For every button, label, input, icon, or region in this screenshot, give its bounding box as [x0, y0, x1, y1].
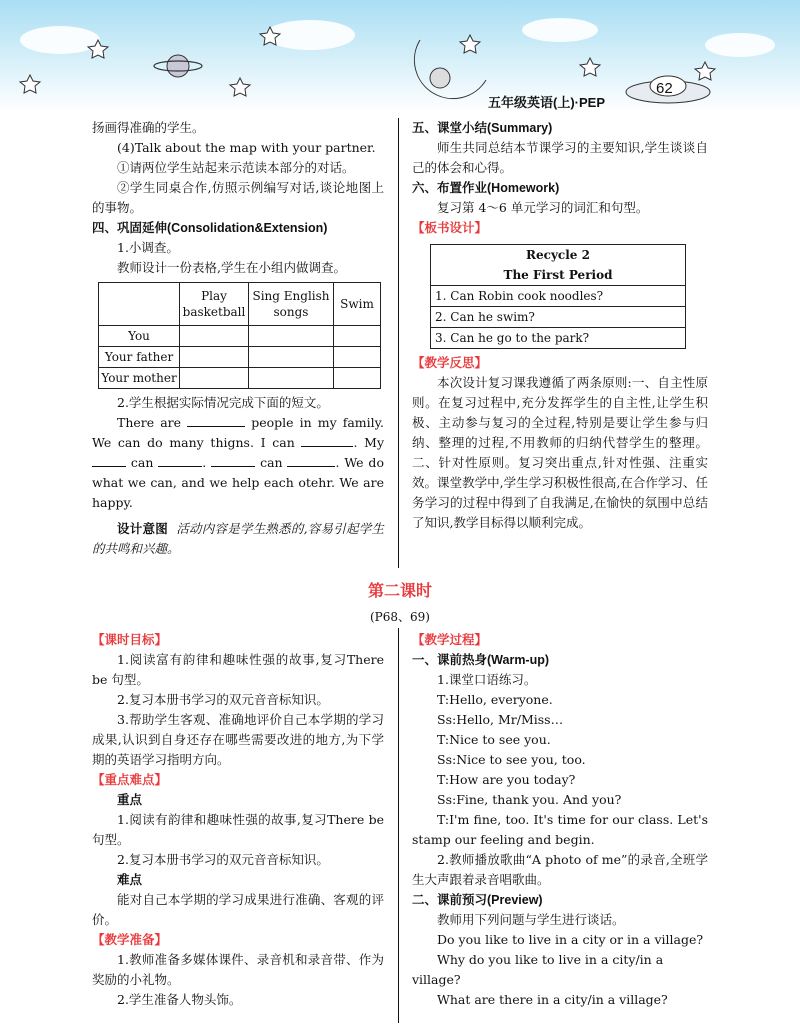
page-header [0, 0, 800, 112]
dialogue-line: Ss:Fine, thank you. And you? [437, 792, 622, 807]
paragraph: 2.教师播放歌曲“A photo of me”的录音,全班学生大声跟着录音唱歌曲。 [412, 852, 708, 887]
question-line: What are there in a city/in a village? [437, 992, 668, 1007]
table-header-row [99, 283, 381, 326]
lesson-title: 第二课时 [367, 583, 432, 600]
key-points-tag: 【重点难点】 [92, 773, 168, 787]
question-line: Do you like to live in a city or in a village? [437, 932, 704, 947]
board-line: 2. Can he swim? [431, 306, 685, 327]
left-column-bottom [92, 630, 384, 1010]
survey-table [98, 282, 381, 389]
paragraph: (4)Talk about the map with your partner. [117, 140, 376, 155]
table-header-cell: Play basketball [180, 283, 249, 326]
section-heading: 四、巩固延伸(Consolidation&Extension) [92, 221, 328, 235]
paragraph: 2.复习本册书学习的双元音音标知识。 [117, 692, 329, 707]
text-run: people in my family. We can do many thigns. I can [92, 415, 384, 450]
board-design-tag: 【板书设计】 [412, 221, 488, 235]
text-run: . My [353, 435, 385, 450]
column-divider [398, 628, 399, 1023]
paragraph: 2.学生准备人物头饰。 [117, 992, 242, 1007]
blank-line [92, 453, 126, 467]
blank-line [301, 433, 353, 447]
table-row-label: You [99, 326, 180, 347]
key-label: 重点 [117, 793, 143, 807]
board-line: 1. Can Robin cook noodles? [431, 285, 685, 306]
paragraph: 能对自己本学期的学习成果进行准确、客观的评价。 [92, 892, 384, 927]
paragraph: 3.帮助学生客观、准确地评价自己本学期的学习成果,认识到自身还存在哪些需要改进的地方,为下学期的英语学习指明方向。 [92, 712, 384, 767]
paragraph: 2.学生根据实际情况完成下面的短文。 [117, 395, 329, 410]
paragraph: ②学生同桌合作,仿照示例编写对话,谈论地图上的事物。 [92, 180, 384, 215]
paragraph: 1.小调查。 [117, 240, 179, 255]
board-title: Recycle 2 [526, 248, 590, 262]
section-heading: 六、布置作业(Homework) [412, 181, 560, 195]
preparation-tag: 【教学准备】 [92, 933, 168, 947]
paragraph: ①请两位学生站起来示范读本部分的对话。 [117, 160, 355, 175]
dialogue-line: T:I'm fine, too. It's time for our class. Let's stamp our feeling and begin. [412, 812, 708, 847]
difficulty-label: 难点 [117, 873, 143, 887]
section-heading: 二、课前预习(Preview) [412, 893, 543, 907]
table-row-label: Your mother [99, 368, 180, 389]
dialogue-line: Ss:Hello, Mr/Miss… [437, 712, 564, 727]
paragraph: 1.教师准备多媒体课件、录音机和录音带、作为奖励的小礼物。 [92, 952, 384, 987]
paragraph: 2.复习本册书学习的双元音音标知识。 [117, 852, 329, 867]
board-subtitle: The First Period [503, 268, 613, 282]
blank-line [158, 453, 202, 467]
reflection-text: 本次设计复习课我遵循了两条原则:一、自主性原则。在复习过程中,充分发挥学生的自主性,让学生积极、主动参与复习的全过程,特别是要让学生参与归纳、整理的过程,不用教师的归纳代替学生的整理。二、针对性原则。复习突出重点,针对性强、注重实效。课堂教学中,学生学习积极性很高,在合作学习、任务学习的过程中得到了自我满足,在愉快的氛围中总结了知识,教学目标得以顺利完成。 [412, 375, 708, 530]
table-header-cell: Swim [334, 283, 381, 326]
table-row-label: Your father [99, 347, 180, 368]
table-row [99, 347, 381, 368]
paragraph: 复习第 4～6 单元学习的词汇和句型。 [437, 200, 649, 215]
dialogue-line: T:Hello, everyone. [437, 692, 553, 707]
design-intent-label: 设计意图 [117, 522, 168, 536]
reflection-tag: 【教学反思】 [412, 356, 488, 370]
left-column-top [92, 118, 384, 559]
design-intent [92, 519, 384, 559]
table-row [99, 368, 381, 389]
fill-in-paragraph [92, 413, 384, 513]
column-divider [398, 118, 399, 568]
board-line: 3. Can he go to the park? [431, 327, 685, 348]
paragraph: 教师设计一份表格,学生在小组内做调查。 [117, 260, 346, 275]
section-heading: 一、课前热身(Warm-up) [412, 653, 550, 667]
section-heading: 五、课堂小结(Summary) [412, 121, 553, 135]
table-header-cell [99, 283, 180, 326]
header-illustration [0, 0, 800, 112]
paragraph: 扬画得准确的学生。 [92, 120, 205, 135]
book-title: 五年级英语(上)·PEP [488, 95, 606, 110]
board-design-box [430, 244, 686, 349]
paragraph: 1.阅读富有韵律和趣味性强的故事,复习There be 句型。 [92, 652, 384, 687]
text-run: . We do what we can, and we help each otehr. We are happy. [92, 455, 384, 510]
page-number: 62 [656, 80, 673, 97]
question-line: Why do you like to live in a city/in a village? [412, 952, 664, 987]
text-run: There are [117, 415, 182, 430]
paragraph: 教师用下列问题与学生进行谈话。 [437, 912, 625, 927]
lesson-pages: (P68、69) [370, 610, 430, 624]
right-column-bottom [412, 630, 708, 1010]
table-row [99, 326, 381, 347]
blank-line [211, 453, 255, 467]
right-column-top [412, 118, 708, 533]
blank-line [187, 413, 245, 427]
text-run: can [260, 455, 283, 470]
process-tag: 【教学过程】 [412, 633, 488, 647]
goal-tag: 【课时目标】 [92, 633, 168, 647]
text-run: . [202, 455, 207, 470]
dialogue-line: Ss:Nice to see you, too. [437, 752, 586, 767]
text-run: can [130, 455, 154, 470]
design-intent-text: 活动内容是学生熟悉的,容易引起学生的共鸣和兴趣。 [92, 521, 384, 556]
table-header-cell: Sing English songs [249, 283, 334, 326]
dialogue-line: T:Nice to see you. [437, 732, 551, 747]
paragraph: 师生共同总结本节课学习的主要知识,学生谈谈自己的体会和心得。 [412, 140, 708, 175]
dialogue-line: T:How are you today? [437, 772, 576, 787]
paragraph: 1.课堂口语练习。 [437, 672, 537, 687]
blank-line [287, 453, 335, 467]
paragraph: 1.阅读有韵律和趣味性强的故事,复习There be 句型。 [92, 812, 384, 847]
